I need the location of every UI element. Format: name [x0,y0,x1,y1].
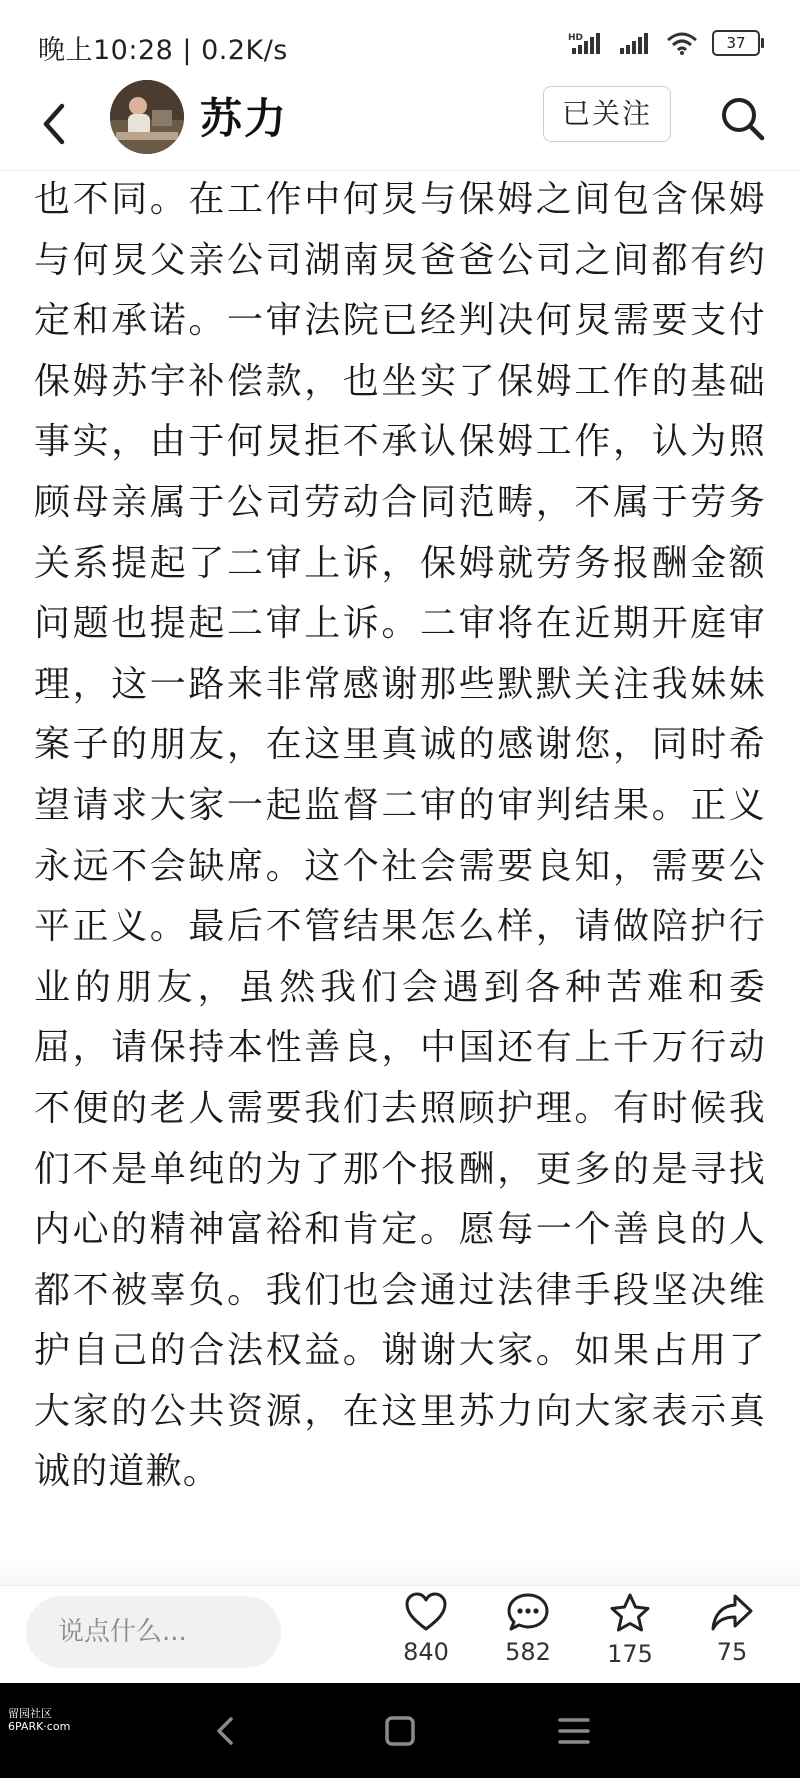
nav-menu-icon[interactable] [552,1709,596,1753]
like-count: 840 [403,1638,449,1666]
nav-home-icon[interactable] [378,1709,422,1753]
back-arrow-icon[interactable] [32,98,80,150]
status-icons [568,30,760,56]
comment-icon [506,1592,550,1632]
content-fade [0,1555,800,1585]
search-icon[interactable] [716,92,770,146]
star-icon [608,1592,652,1634]
like-button[interactable] [386,1592,466,1666]
signal-icon [618,31,652,55]
status-time: 晚上10:28 | 0.2K/s [38,35,288,66]
battery-icon: 37 [712,30,760,56]
watermark-line2: 6PARK·com [8,1720,71,1733]
article-text: 也不同。在工作中何炅与保姆之间包含保姆与何炅父亲公司湖南炅爸爸公司之间都有约定和承诺。一审法院已经判决何炅需要支付保姆苏宇补偿款，也坐实了保姆工作的基础事实，由于何炅拒不承认保姆工作，认为照顾母亲属于公司劳动合同范畴，不属于劳务关系提起了二审上诉，保姆就劳务报酬金额问题也提起二审上诉。二审将在近期开庭审理，这一路来非常感谢那些默默关注我妹妹案子的朋友，在这里真诚的感谢您，同时希望请求大家一起监督二审的审判结果。正义永远不会缺席。这个社会需要良知，需要公平正义。最后不管结果怎么样，请做陪护行业的朋友，虽然我们会遇到各种苦难和委屈，请保持本性善良，中国还有上千万行动不便的老人需要我们去照顾护理。有时候我们不是单纯的为了那个报酬，更多的是寻找内心的精神富裕和肯定。愿每一个善良的人都不被辜负。我们也会通过法律手段坚决维护自己的合法权益。谢谢大家。如果占用了大家的公共资源，在这里苏力向大家表示真诚的道歉。 [34,179,766,1493]
follow-button[interactable]: 已关注 [543,86,671,142]
avatar[interactable] [110,80,184,154]
system-nav-bar [0,1683,800,1778]
comment-button[interactable] [488,1592,568,1666]
watermark [8,1707,70,1733]
share-button[interactable] [692,1592,772,1666]
status-bar [0,0,800,80]
comment-count: 582 [505,1638,551,1666]
nav-back-icon[interactable] [205,1709,249,1753]
favorite-count: 175 [607,1640,653,1668]
share-icon [709,1592,755,1632]
profile-header [0,80,800,171]
action-bar [0,1585,800,1684]
watermark-line1: 留园社区 [8,1707,52,1720]
wifi-icon [666,31,698,55]
share-count: 75 [716,1638,748,1666]
comment-input[interactable]: 说点什么... [26,1596,281,1668]
profile-name[interactable]: 苏力 [200,94,289,143]
favorite-button[interactable] [590,1592,670,1668]
heart-icon [404,1592,448,1632]
avatar-image [110,80,184,154]
hd-signal-icon [568,31,604,55]
svg-text:HD: HD [568,33,584,43]
